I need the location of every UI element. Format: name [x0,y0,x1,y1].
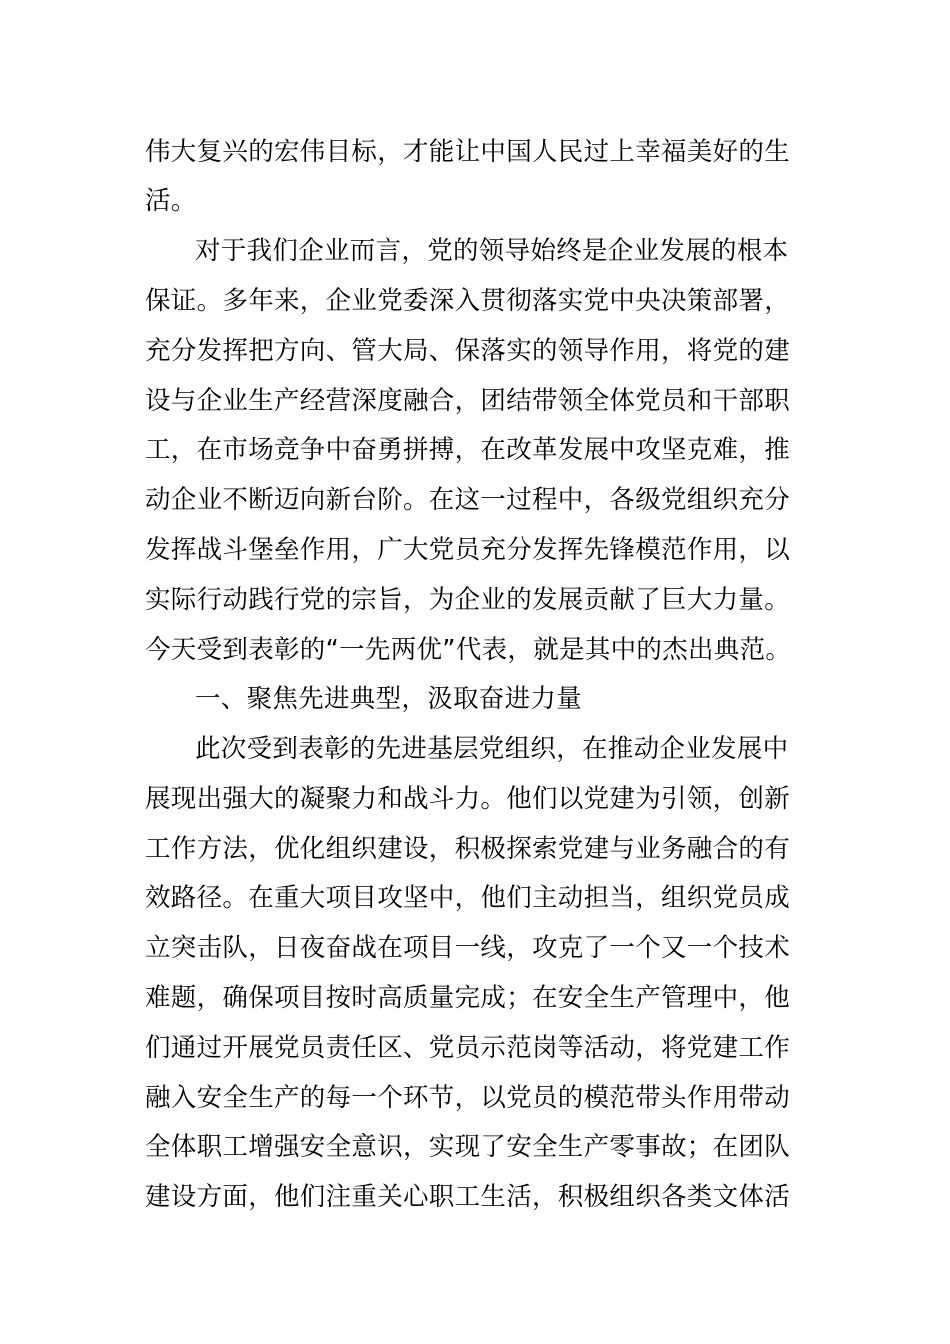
text-line: 们通过开展党员责任区、党员示范岗等活动，将党建工作 [145,1033,791,1063]
text-line: 动企业不断迈向新台阶。在这一过程中，各级党组织充分 [145,485,791,515]
text-line: 难题，确保项目按时高质量完成；在安全生产管理中，他 [145,983,791,1013]
text-line: 活。 [145,186,197,216]
text-line: 发挥战斗堡垒作用，广大党员充分发挥先锋模范作用，以 [145,535,791,565]
text-line: 融入安全生产的每一个环节，以党员的模范带头作用带动 [145,1083,791,1113]
text-line: 展现出强大的凝聚力和战斗力。他们以党建为引领，创新 [145,784,791,814]
paragraph-first-line: 对于我们企业而言，党的领导始终是企业发展的根本 [195,236,789,266]
text-line: 立突击队，日夜奋战在项目一线，攻克了一个又一个技术 [145,933,791,963]
text-line: 今天受到表彰的“一先两优”代表，就是其中的杰出典范。 [145,635,792,665]
text-line: 效路径。在重大项目攻坚中，他们主动担当，组织党员成 [145,883,791,913]
text-line: 设与企业生产经营深度融合，团结带领全体党员和干部职 [145,386,791,416]
text-line: 充分发挥把方向、管大局、保落实的领导作用，将党的建 [145,336,791,366]
text-line: 建设方面，他们注重关心职工生活，积极组织各类文体活 [145,1182,791,1212]
text-line: 保证。多年来，企业党委深入贯彻落实党中央决策部署， [145,286,791,316]
text-line: 工，在市场竞争中奋勇拼搏，在改革发展中攻坚克难，推 [145,435,791,465]
paragraph-first-line: 此次受到表彰的先进基层党组织，在推动企业发展中 [195,734,789,764]
section-heading: 一、聚焦先进典型，汲取奋进力量 [195,684,583,714]
text-line: 全体职工增强安全意识，实现了安全生产零事故；在团队 [145,1132,791,1162]
text-line: 实际行动践行党的宗旨，为企业的发展贡献了巨大力量。 [145,585,791,615]
text-line: 伟大复兴的宏伟目标，才能让中国人民过上幸福美好的生 [145,137,791,167]
text-line: 工作方法，优化组织建设，积极探索党建与业务融合的有 [145,834,791,864]
